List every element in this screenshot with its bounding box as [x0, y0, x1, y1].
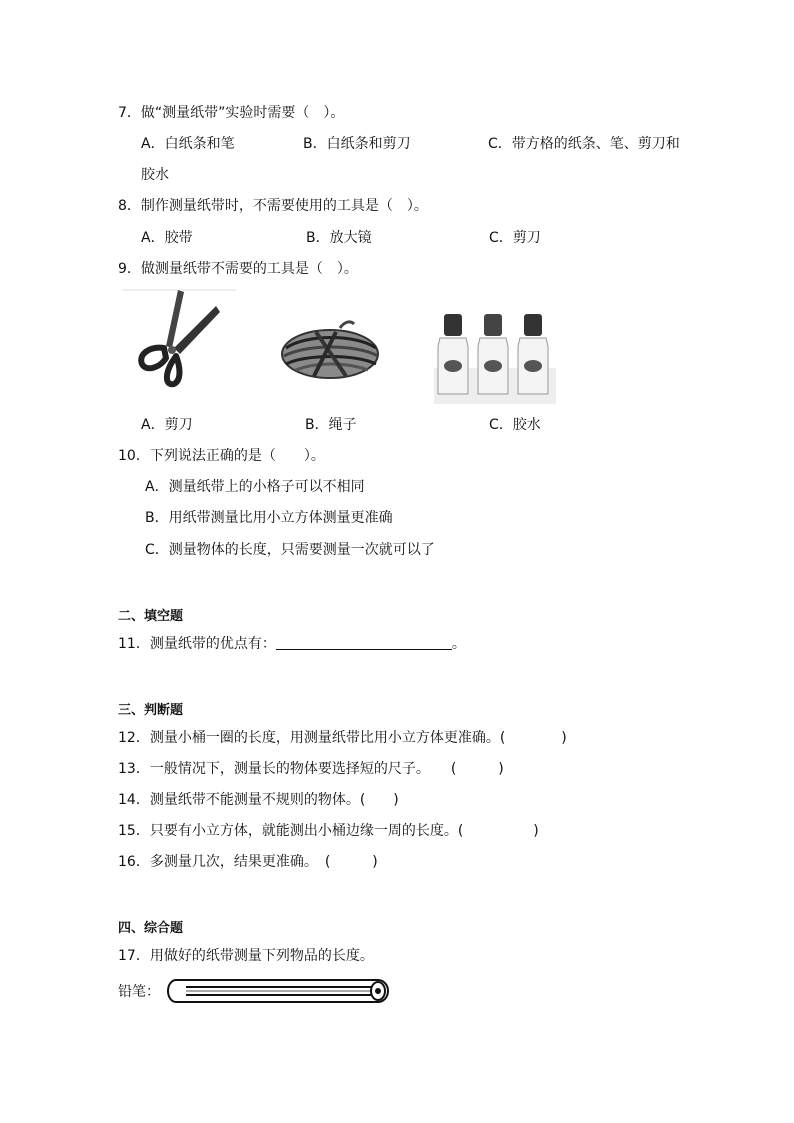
q8-stem: 8．制作测量纸带时，不需要使用的工具是（ ）。 — [118, 198, 428, 214]
scissors-icon — [120, 288, 238, 400]
q9-option-b[interactable]: B．绳子 — [305, 417, 357, 433]
q12[interactable]: 12．测量小桶一圈的长度，用测量纸带比用小立方体更准确。( ) — [118, 730, 567, 746]
q16[interactable]: 16．多测量几次，结果更准确。 ( ) — [118, 854, 378, 870]
q11-line — [118, 635, 466, 653]
q7-option-a[interactable]: A．白纸条和笔 — [141, 136, 235, 152]
q10-option-c[interactable]: C．测量物体的长度，只需要测量一次就可以了 — [145, 542, 435, 558]
q13[interactable]: 13．一般情况下，测量长的物体要选择短的尺子。 ( ) — [118, 761, 504, 777]
q8-option-a[interactable]: A．胶带 — [141, 230, 193, 246]
pencil-icon — [166, 977, 390, 1005]
q17-stem: 17．用做好的纸带测量下列物品的长度。 — [118, 948, 374, 964]
q7-stem: 7．做“测量纸带”实验时需要（ ）。 — [118, 105, 345, 121]
q10-option-b[interactable]: B．用纸带测量比用小立方体测量更准确 — [145, 510, 393, 526]
section-4-title: 四、综合题 — [118, 921, 184, 936]
q11-stem: 11．测量纸带的优点有： — [118, 636, 276, 652]
q11-answer-blank[interactable] — [276, 635, 452, 650]
q15[interactable]: 15．只要有小立方体，就能测出小桶边缘一周的长度。( ) — [118, 823, 539, 839]
q9-option-a[interactable]: A．剪刀 — [141, 417, 193, 433]
glue-bottles-icon — [434, 308, 556, 404]
pencil-label: 铅笔： — [118, 984, 160, 1000]
q7-option-b[interactable]: B．白纸条和剪刀 — [303, 136, 411, 152]
q8-option-c[interactable]: C．剪刀 — [489, 230, 541, 246]
q7-option-c-continued: 胶水 — [141, 167, 169, 183]
q10-option-a[interactable]: A．测量纸带上的小格子可以不相同 — [145, 479, 365, 495]
section-2-title: 二、填空题 — [118, 609, 184, 624]
q9-option-c[interactable]: C．胶水 — [489, 417, 541, 433]
q11-end: 。 — [451, 636, 466, 652]
q14[interactable]: 14．测量纸带不能测量不规则的物体。( ) — [118, 792, 399, 808]
rope-icon — [276, 318, 384, 386]
section-3-title: 三、判断题 — [118, 703, 184, 718]
q10-stem: 10．下列说法正确的是（ ）。 — [118, 448, 325, 464]
q8-option-b[interactable]: B．放大镜 — [306, 230, 372, 246]
q7-option-c[interactable]: C．带方格的纸条、笔、剪刀和 — [488, 136, 680, 152]
q9-stem: 9．做测量纸带不需要的工具是（ ）。 — [118, 261, 358, 277]
